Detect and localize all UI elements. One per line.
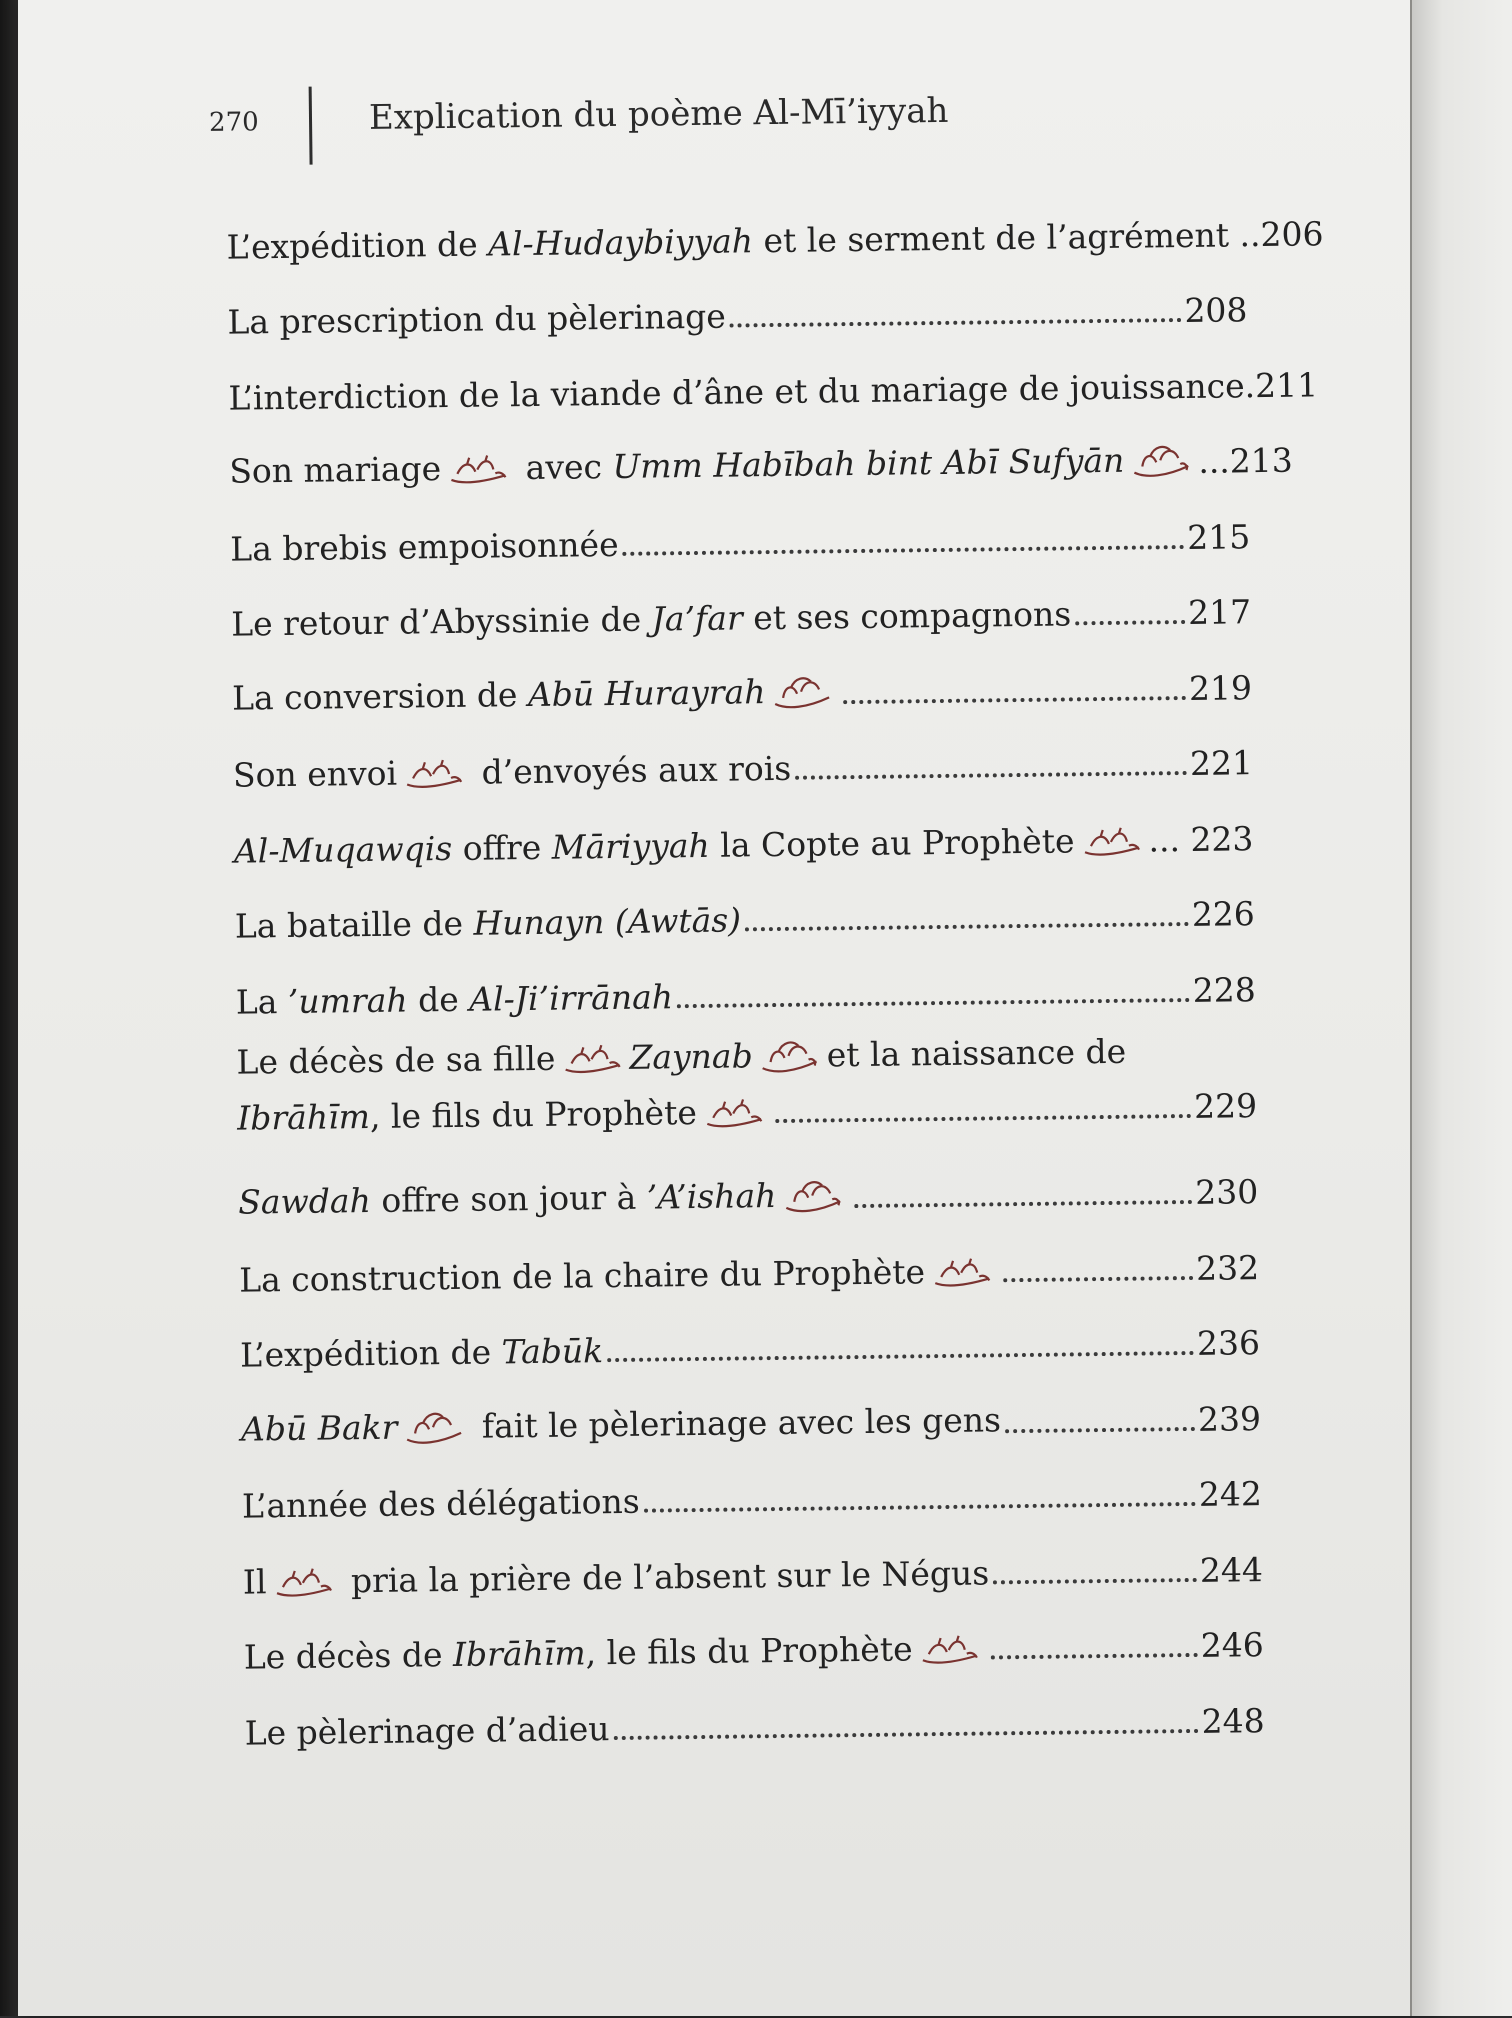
toc-entry-page: 239: [1197, 1398, 1262, 1439]
toc-entry-title: Abū Bakr fait le pèlerinage avec les gens: [240, 1399, 1002, 1449]
toc-entry-title: L’interdiction de la viande d’âne et du mariage de jouissance.: [228, 365, 1256, 418]
toc-entry-title: La ’umrah de Al-Ji’irrānah: [235, 976, 674, 1022]
toc-entry-line-1: [236, 1028, 1256, 1084]
toc-entry-page: 206: [1260, 213, 1324, 254]
toc-entry-title: Son envoi d’envoyés aux rois: [232, 748, 792, 795]
salawat-honorific-icon: [703, 1097, 765, 1132]
toc-entry-title: L’expédition de Al-Hudaybiyyah et le serment de l’agrément ..: [226, 214, 1261, 267]
page-header: [209, 77, 1110, 158]
salawat-honorific-icon: [561, 1042, 623, 1077]
radiyallahu-anhu-honorific-icon: [771, 673, 833, 714]
dot-leader: [795, 771, 1187, 780]
toc-entry-page: 219: [1188, 667, 1253, 708]
toc-entry-title: L’expédition de Tabūk: [239, 1331, 604, 1375]
toc-entry-title: Le pèlerinage d’adieu: [244, 1708, 610, 1753]
toc-entry-page: 226: [1191, 894, 1256, 934]
toc-entry-title: L’année des délégations: [241, 1481, 640, 1526]
dot-leader: [745, 922, 1189, 931]
toc-entry-page: 211: [1254, 364, 1319, 405]
salawat-honorific-icon: [931, 1256, 993, 1291]
toc-entry-page: 208: [1184, 290, 1248, 330]
dot-leader: [623, 545, 1185, 556]
toc-entry[interactable]: [242, 1514, 1263, 1602]
table-of-contents: [226, 179, 1324, 1753]
toc-entry[interactable]: [233, 783, 1254, 871]
dot-leader: [1075, 620, 1185, 625]
dot-leader: [677, 997, 1190, 1007]
dot-leader: [1005, 1426, 1195, 1432]
toc-entry-page: 248: [1201, 1700, 1265, 1741]
toc-entry[interactable]: [230, 481, 1251, 569]
dot-leader: [775, 1113, 1191, 1122]
toc-entry[interactable]: [235, 934, 1256, 1022]
salawat-honorific-icon: [918, 1634, 980, 1669]
toc-entry-title: La brebis empoisonnée: [230, 524, 619, 569]
toc-entry[interactable]: [228, 330, 1319, 418]
toc-entry-title: Le retour d’Abyssinie de Ja’far et ses compagnons: [230, 594, 1072, 644]
toc-entry[interactable]: [231, 632, 1252, 720]
salawat-honorific-icon: [403, 758, 465, 793]
toc-entry-title: La conversion de Abū Hurayrah: [232, 671, 840, 720]
salawat-honorific-icon: [1080, 825, 1142, 860]
toc-entry-page: ...213: [1198, 440, 1294, 481]
toc-entry-page: 244: [1199, 1549, 1264, 1590]
toc-entry-page: 228: [1192, 969, 1256, 1010]
dot-leader: [991, 1653, 1198, 1660]
toc-entry[interactable]: [234, 859, 1255, 947]
toc-entry-title: Al-Muqawqis offre Māriyyah la Copte au Prophète: [234, 820, 1149, 871]
toc-entry-title: Il pria la prière de l’absent sur le Négus: [242, 1552, 990, 1602]
toc-entry-page: 230: [1194, 1172, 1259, 1212]
toc-entry[interactable]: [239, 1288, 1260, 1376]
radiyallahu-anha-honorific-icon: [759, 1037, 821, 1078]
toc-entry-page: 221: [1189, 743, 1254, 783]
salawat-honorific-icon: [272, 1566, 334, 1601]
header-divider: [309, 87, 313, 165]
toc-entry[interactable]: [243, 1590, 1264, 1678]
toc-entry-title: Sawdah offre son jour à ’A’ishah: [238, 1175, 851, 1224]
dot-leader: [614, 1728, 1199, 1739]
toc-entry-line-2: [237, 1082, 1257, 1138]
toc-entry[interactable]: [229, 406, 1294, 494]
toc-entry[interactable]: [227, 255, 1248, 343]
toc-entry[interactable]: [240, 1363, 1261, 1451]
dot-leader: [854, 1200, 1192, 1208]
page-number: 270: [208, 107, 259, 138]
salawat-honorific-icon: [447, 453, 509, 488]
toc-entry[interactable]: [244, 1665, 1265, 1753]
radiyallahu-anha-honorific-icon: [782, 1177, 844, 1218]
radiyallahu-anha-honorific-icon: [1130, 442, 1192, 483]
toc-entry-title-continued: Ibrāhīm, le fils du Prophète: [237, 1092, 771, 1139]
radiyallahu-anhu-honorific-icon: [403, 1408, 465, 1449]
toc-entry[interactable]: [238, 1137, 1259, 1225]
toc-entry[interactable]: [226, 179, 1324, 267]
dot-leader: [607, 1351, 1194, 1362]
toc-entry-title: Le décès de sa fille Zaynab et la naissance de: [236, 1031, 1127, 1082]
toc-entry[interactable]: [236, 1010, 1257, 1149]
toc-entry-title: La bataille de Hunayn (Awtās): [234, 900, 742, 946]
toc-entry-page: 242: [1198, 1474, 1263, 1514]
toc-entry-page: 215: [1186, 516, 1251, 557]
dot-leader: [1003, 1275, 1193, 1281]
toc-entry-title: Son mariage avec Umm Habībah bint Abī Sufyān: [229, 440, 1198, 494]
toc-entry[interactable]: [241, 1439, 1262, 1527]
running-title: Explication du poème Al-Mī’iyyah: [368, 90, 949, 138]
toc-entry-page: 229: [1193, 1085, 1258, 1126]
toc-entry[interactable]: [239, 1212, 1260, 1300]
toc-entry-title: La prescription du pèlerinage: [227, 296, 727, 342]
toc-entry[interactable]: [231, 557, 1252, 645]
toc-entry-page: 217: [1187, 592, 1252, 632]
dot-leader: [730, 318, 1182, 328]
dot-leader: [844, 695, 1187, 703]
toc-entry[interactable]: [232, 708, 1253, 796]
toc-entry-page: 232: [1195, 1247, 1260, 1288]
dot-leader: [993, 1577, 1197, 1583]
toc-entry-page: 246: [1200, 1625, 1264, 1665]
toc-entry-title: Le décès de Ibrāhīm, le fils du Prophète: [244, 1628, 987, 1677]
dot-leader: [644, 1502, 1196, 1513]
toc-entry-page: 236: [1196, 1323, 1261, 1363]
toc-entry-page: ... 223: [1148, 818, 1254, 859]
toc-entry-title: La construction de la chaire du Prophète: [239, 1251, 999, 1300]
